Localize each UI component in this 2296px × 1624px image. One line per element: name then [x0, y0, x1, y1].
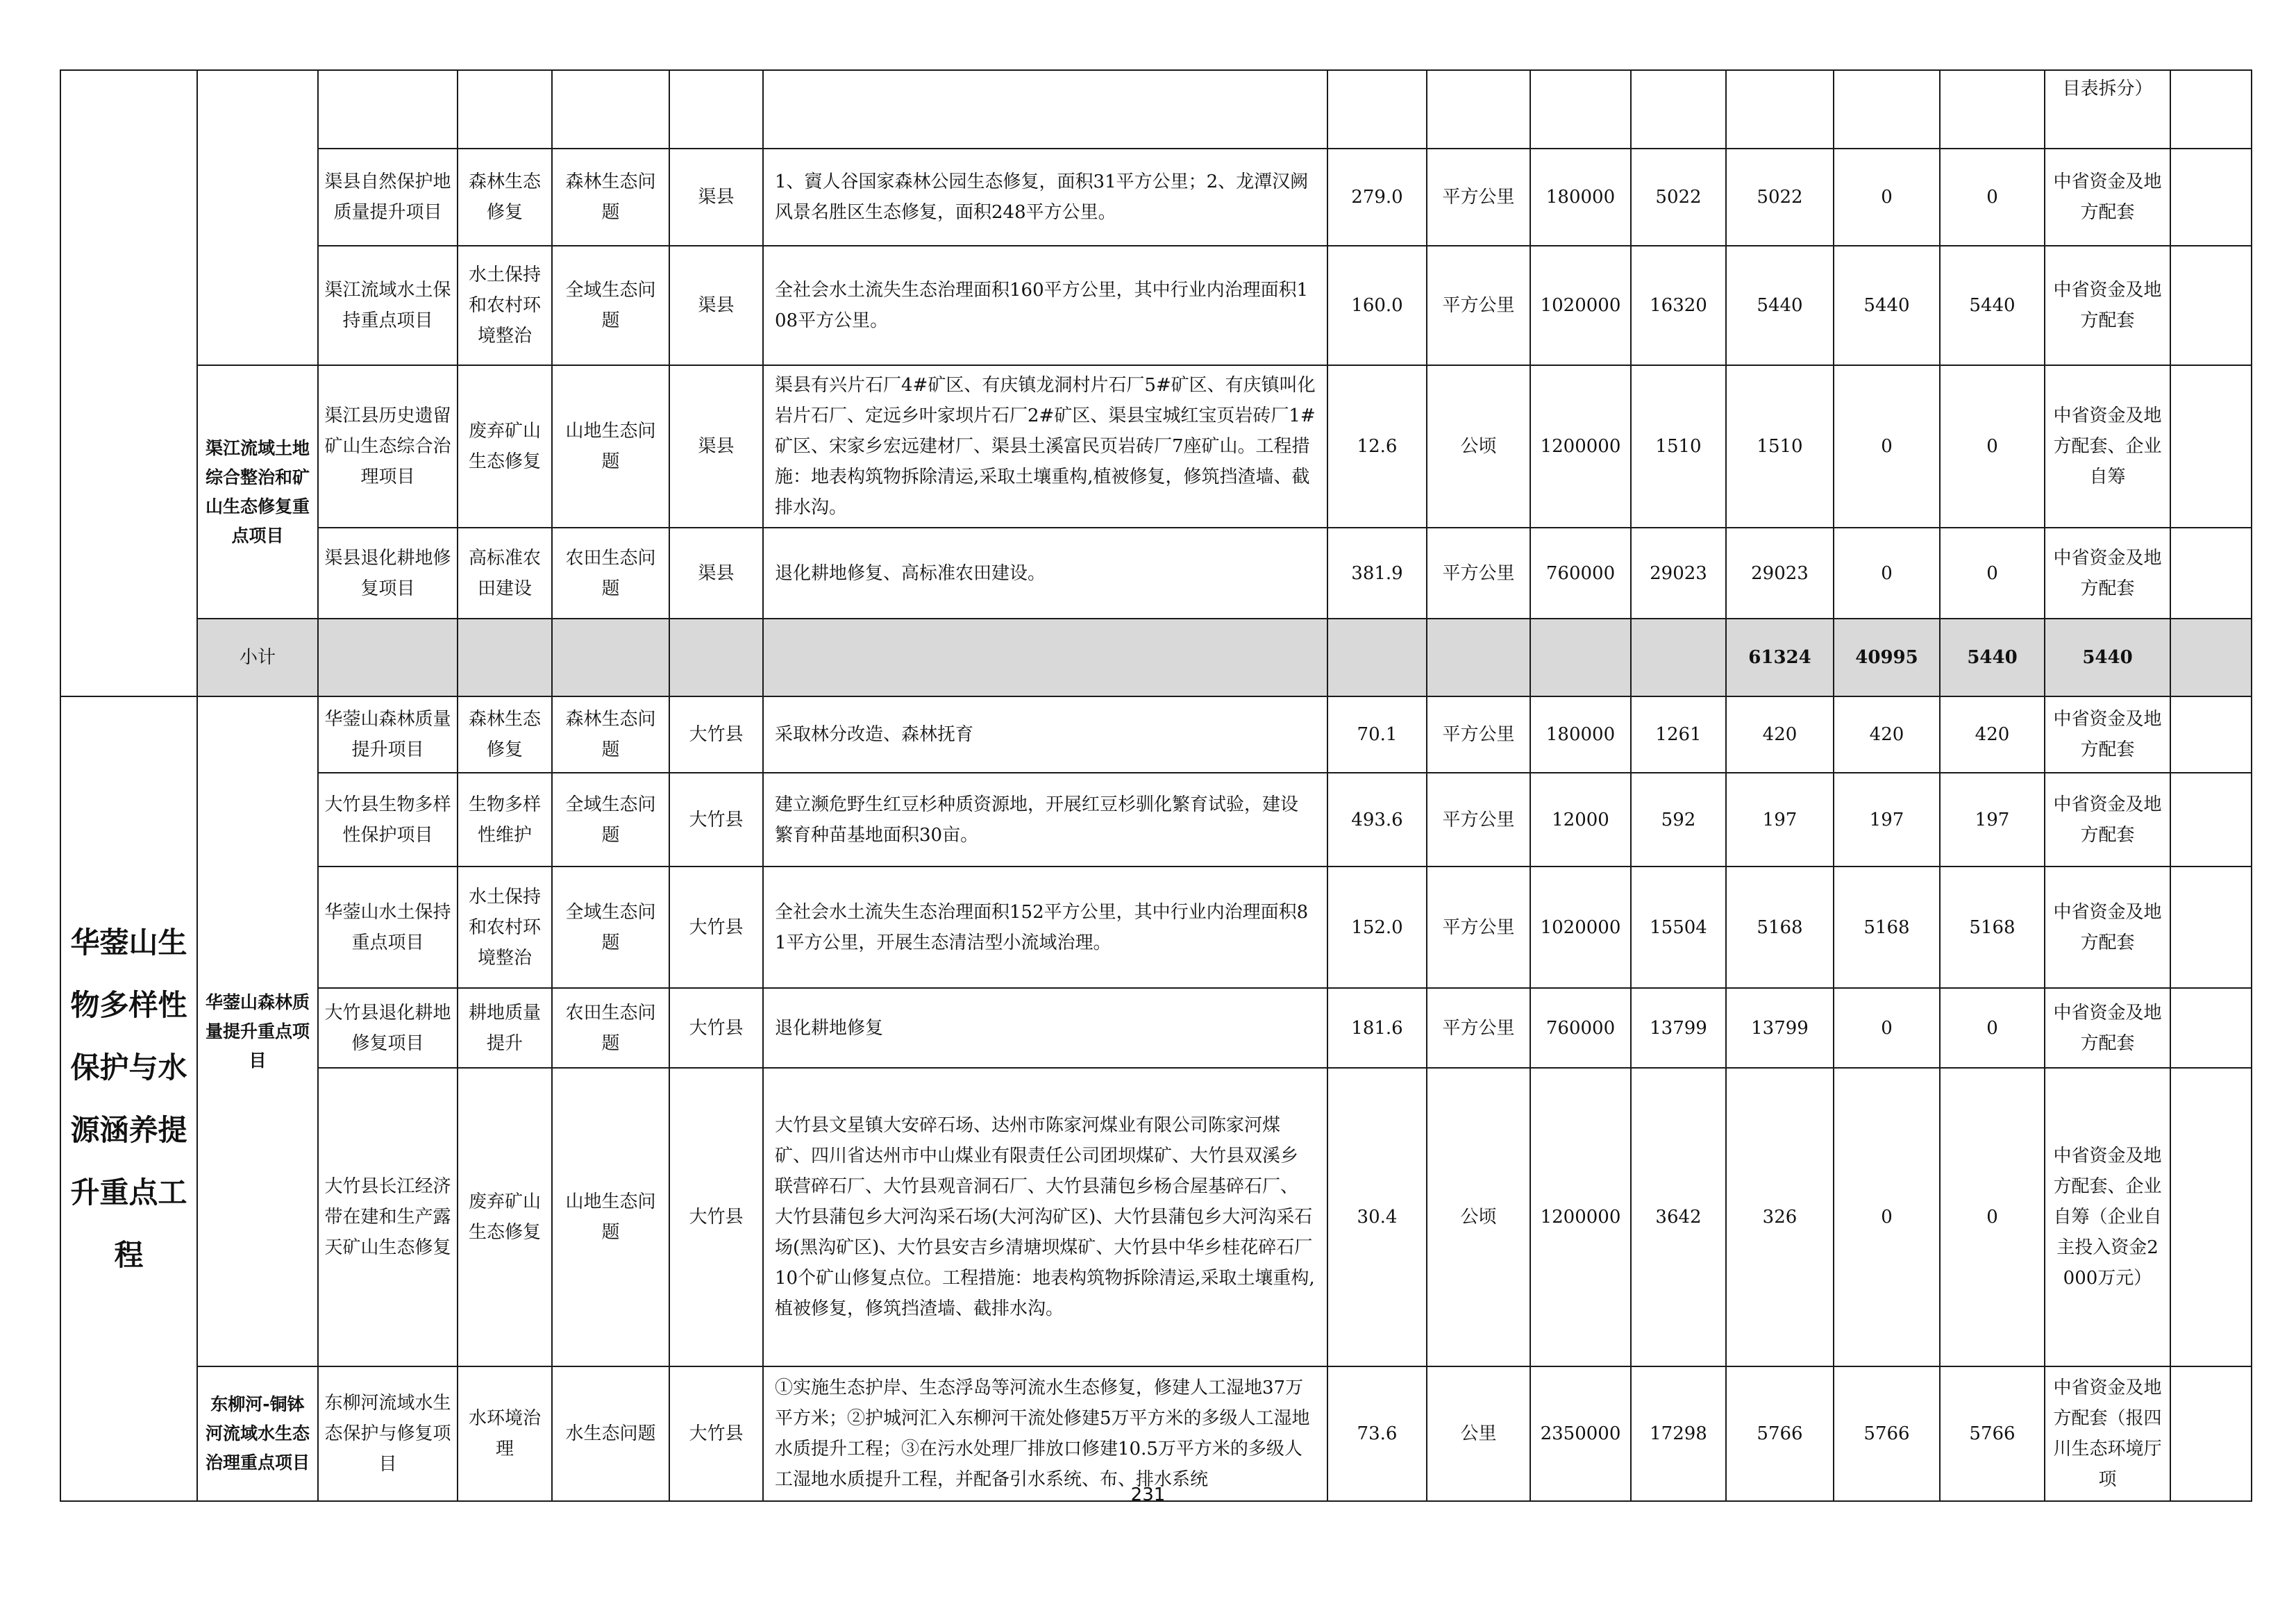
- item-total: 3642: [1631, 1068, 1726, 1366]
- item-type: 水土保持和农村环境整治: [458, 867, 552, 988]
- item-type: 生物多样性维护: [458, 773, 552, 867]
- item-scale: 160.0: [1327, 246, 1427, 365]
- subtotal-year2: 5440: [1940, 619, 2045, 696]
- funding-source-cell: 目表拆分）: [2045, 70, 2170, 149]
- sub-project-cell-prev: [197, 70, 318, 365]
- item-desc: 采取林分改造、森林抚育: [763, 696, 1327, 773]
- item-county: 大竹县: [669, 696, 763, 773]
- table-row: [60, 1068, 2252, 1366]
- item-county: 大竹县: [669, 773, 763, 867]
- project-cell-prev: [60, 70, 197, 696]
- item-problem: 山地生态问题: [552, 365, 669, 528]
- item-year1: 326: [1726, 1068, 1834, 1366]
- item-year1: 1510: [1726, 365, 1834, 528]
- item-source: 中省资金及地方配套: [2045, 246, 2170, 365]
- item-name: 渠县自然保护地质量提升项目: [318, 149, 458, 246]
- item-year3: 0: [1940, 365, 2045, 528]
- item-scale: 181.6: [1327, 988, 1427, 1068]
- item-year2: 5766: [1834, 1366, 1940, 1501]
- item-total: 29023: [1631, 528, 1726, 619]
- item-price: 1200000: [1530, 1068, 1631, 1366]
- item-year3: 5168: [1940, 867, 2045, 988]
- item-year1: 5022: [1726, 149, 1834, 246]
- item-source: 中省资金及地方配套: [2045, 528, 2170, 619]
- item-scale: 12.6: [1327, 365, 1427, 528]
- item-unit: 平方公里: [1427, 528, 1530, 619]
- item-type: 水环境治理: [458, 1366, 552, 1501]
- item-price: 2350000: [1530, 1366, 1631, 1501]
- item-unit: 平方公里: [1427, 246, 1530, 365]
- item-type: 水土保持和农村环境整治: [458, 246, 552, 365]
- table-row: [60, 528, 2252, 619]
- item-name: 大竹县生物多样性保护项目: [318, 773, 458, 867]
- item-desc: 全社会水土流失生态治理面积160平方公里，其中行业内治理面积108平方公里。: [763, 246, 1327, 365]
- item-year1: 197: [1726, 773, 1834, 867]
- item-name: 大竹县长江经济带在建和生产露天矿山生态修复: [318, 1068, 458, 1366]
- item-source: 中省资金及地方配套（报四川生态环境厅项: [2045, 1366, 2170, 1501]
- item-problem: 全域生态问题: [552, 867, 669, 988]
- item-scale: 152.0: [1327, 867, 1427, 988]
- item-unit: 公顷: [1427, 1068, 1530, 1366]
- item-desc: 全社会水土流失生态治理面积152平方公里，其中行业内治理面积81平方公里，开展生态清洁型小流域治理。: [763, 867, 1327, 988]
- table-row: [60, 1366, 2252, 1501]
- item-name: 渠县退化耕地修复项目: [318, 528, 458, 619]
- item-year2: 0: [1834, 365, 1940, 528]
- item-total: 17298: [1631, 1366, 1726, 1501]
- item-year2: 0: [1834, 988, 1940, 1068]
- item-price: 180000: [1530, 149, 1631, 246]
- item-year1: 5168: [1726, 867, 1834, 988]
- item-county: 渠县: [669, 528, 763, 619]
- item-desc: 建立濒危野生红豆杉种质资源地，开展红豆杉驯化繁育试验，建设繁育种苗基地面积30亩。: [763, 773, 1327, 867]
- item-unit: 平方公里: [1427, 149, 1530, 246]
- item-problem: 农田生态问题: [552, 528, 669, 619]
- item-source: 中省资金及地方配套: [2045, 988, 2170, 1068]
- item-name: 华蓥山森林质量提升项目: [318, 696, 458, 773]
- item-price: 760000: [1530, 528, 1631, 619]
- item-price: 1020000: [1530, 867, 1631, 988]
- item-total: 15504: [1631, 867, 1726, 988]
- page-number: 231: [1130, 1484, 1166, 1505]
- item-scale: 30.4: [1327, 1068, 1427, 1366]
- item-year2: 0: [1834, 528, 1940, 619]
- item-source: 中省资金及地方配套: [2045, 773, 2170, 867]
- item-unit: 公里: [1427, 1366, 1530, 1501]
- item-year3: 420: [1940, 696, 2045, 773]
- table-row: [60, 867, 2252, 988]
- item-year3: 0: [1940, 988, 2045, 1068]
- item-name: 渠江县历史遗留矿山生态综合治理项目: [318, 365, 458, 528]
- item-price: 760000: [1530, 988, 1631, 1068]
- item-total: 13799: [1631, 988, 1726, 1068]
- item-price: 12000: [1530, 773, 1631, 867]
- item-name: 渠江流域水土保持重点项目: [318, 246, 458, 365]
- item-unit: 平方公里: [1427, 867, 1530, 988]
- item-year2: 5440: [1834, 246, 1940, 365]
- item-year2: 197: [1834, 773, 1940, 867]
- item-problem: 全域生态问题: [552, 773, 669, 867]
- item-type: 森林生态修复: [458, 696, 552, 773]
- item-unit: 平方公里: [1427, 773, 1530, 867]
- item-total: 16320: [1631, 246, 1726, 365]
- item-source: 中省资金及地方配套、企业自筹（企业自主投入资金2000万元）: [2045, 1068, 2170, 1366]
- item-source: 中省资金及地方配套、企业自筹: [2045, 365, 2170, 528]
- item-total: 1261: [1631, 696, 1726, 773]
- item-scale: 73.6: [1327, 1366, 1427, 1501]
- item-county: 渠县: [669, 246, 763, 365]
- item-problem: 全域生态问题: [552, 246, 669, 365]
- item-county: 大竹县: [669, 1068, 763, 1366]
- item-year2: 0: [1834, 149, 1940, 246]
- project-name: 华蓥山生物多样性保护与水源涵养提升重点工程: [60, 696, 197, 1501]
- item-year3: 5440: [1940, 246, 2045, 365]
- item-desc: 退化耕地修复: [763, 988, 1327, 1068]
- table-row: [60, 773, 2252, 867]
- item-price: 180000: [1530, 696, 1631, 773]
- item-scale: 70.1: [1327, 696, 1427, 773]
- item-year3: 0: [1940, 1068, 2045, 1366]
- subtotal-total: 61324: [1726, 619, 1834, 696]
- item-year3: 197: [1940, 773, 2045, 867]
- item-year2: 0: [1834, 1068, 1940, 1366]
- item-desc: 1、賨人谷国家森林公园生态修复，面积31平方公里；2、龙潭汉阙风景名胜区生态修复，面积248平方公里。: [763, 149, 1327, 246]
- item-scale: 381.9: [1327, 528, 1427, 619]
- item-price: 1020000: [1530, 246, 1631, 365]
- item-year2: 420: [1834, 696, 1940, 773]
- item-problem: 水生态问题: [552, 1366, 669, 1501]
- table-row-continued: [60, 70, 2252, 149]
- item-type: 森林生态修复: [458, 149, 552, 246]
- item-year2: 5168: [1834, 867, 1940, 988]
- item-total: 1510: [1631, 365, 1726, 528]
- item-year3: 0: [1940, 149, 2045, 246]
- table-row: [60, 246, 2252, 365]
- item-price: 1200000: [1530, 365, 1631, 528]
- sub-project-name: 东柳河-铜钵河流域水生态治理重点项目: [197, 1366, 318, 1501]
- item-county: 大竹县: [669, 1366, 763, 1501]
- item-source: 中省资金及地方配套: [2045, 696, 2170, 773]
- item-name: 华蓥山水土保持重点项目: [318, 867, 458, 988]
- item-scale: 279.0: [1327, 149, 1427, 246]
- item-year1: 5440: [1726, 246, 1834, 365]
- item-type: 耕地质量提升: [458, 988, 552, 1068]
- project-table: [60, 69, 2252, 1502]
- table-row: [60, 149, 2252, 246]
- item-total: 5022: [1631, 149, 1726, 246]
- subtotal-year3: 5440: [2045, 619, 2170, 696]
- subtotal-label: 小计: [197, 619, 318, 696]
- item-county: 大竹县: [669, 867, 763, 988]
- item-type: 废弃矿山生态修复: [458, 365, 552, 528]
- sub-project-name: 华蓥山森林质量提升重点项目: [197, 696, 318, 1366]
- subtotal-year1: 40995: [1834, 619, 1940, 696]
- item-source: 中省资金及地方配套: [2045, 867, 2170, 988]
- item-unit: 平方公里: [1427, 696, 1530, 773]
- item-problem: 森林生态问题: [552, 696, 669, 773]
- sub-project-name: 渠江流域土地综合整治和矿山生态修复重点项目: [197, 365, 318, 619]
- item-county: 渠县: [669, 149, 763, 246]
- item-year1: 29023: [1726, 528, 1834, 619]
- item-unit: 公顷: [1427, 365, 1530, 528]
- item-type: 高标准农田建设: [458, 528, 552, 619]
- item-name: 大竹县退化耕地修复项目: [318, 988, 458, 1068]
- item-scale: 493.6: [1327, 773, 1427, 867]
- item-source: 中省资金及地方配套: [2045, 149, 2170, 246]
- item-desc: 大竹县文星镇大安碎石场、达州市陈家河煤业有限公司陈家河煤矿、四川省达州市中山煤业有限责任公司团坝煤矿、大竹县双溪乡联营碎石厂、大竹县观音洞石厂、大竹县蒲包乡杨合屋基碎石厂、大竹县蒲包乡大河沟采石场(大河沟矿区)、大竹县蒲包乡大河沟采石场(黑沟矿区)、大竹县安吉乡清塘坝煤矿、大竹县中华乡桂花碎石厂10个矿山修复点位。工程措施：地表构筑物拆除清运,采取土壤重构,植被修复，修筑挡渣墙、截排水沟。: [763, 1068, 1327, 1366]
- item-desc: 渠县有兴片石厂4#矿区、有庆镇龙洞村片石厂5#矿区、有庆镇叫化岩片石厂、定远乡叶家坝片石厂2#矿区、渠县宝城红宝页岩砖厂1#矿区、宋家乡宏远建材厂、渠县土溪富民页岩砖厂7座矿山。工程措施：地表构筑物拆除清运,采取土壤重构,植被修复，修筑挡渣墙、截排水沟。: [763, 365, 1327, 528]
- item-type: 废弃矿山生态修复: [458, 1068, 552, 1366]
- item-year1: 13799: [1726, 988, 1834, 1068]
- item-problem: 森林生态问题: [552, 149, 669, 246]
- item-name: 东柳河流域水生态保护与修复项目: [318, 1366, 458, 1501]
- item-year1: 420: [1726, 696, 1834, 773]
- table-row: [60, 696, 2252, 773]
- item-year3: 5766: [1940, 1366, 2045, 1501]
- item-problem: 山地生态问题: [552, 1068, 669, 1366]
- item-unit: 平方公里: [1427, 988, 1530, 1068]
- item-year3: 0: [1940, 528, 2045, 619]
- item-problem: 农田生态问题: [552, 988, 669, 1068]
- item-year1: 5766: [1726, 1366, 1834, 1501]
- item-desc: ①实施生态护岸、生态浮岛等河流水生态修复，修建人工湿地37万平方米；②护城河汇入东柳河干流处修建5万平方米的多级人工湿地水质提升工程；③在污水处理厂排放口修建10.5万平方米的多级人工湿地水质提升工程，并配备引水系统、布、排水系统: [763, 1366, 1327, 1501]
- table-row: [60, 988, 2252, 1068]
- item-county: 大竹县: [669, 988, 763, 1068]
- item-desc: 退化耕地修复、高标准农田建设。: [763, 528, 1327, 619]
- subtotal-row: [60, 619, 2252, 696]
- item-total: 592: [1631, 773, 1726, 867]
- item-county: 渠县: [669, 365, 763, 528]
- table-row: [60, 365, 2252, 528]
